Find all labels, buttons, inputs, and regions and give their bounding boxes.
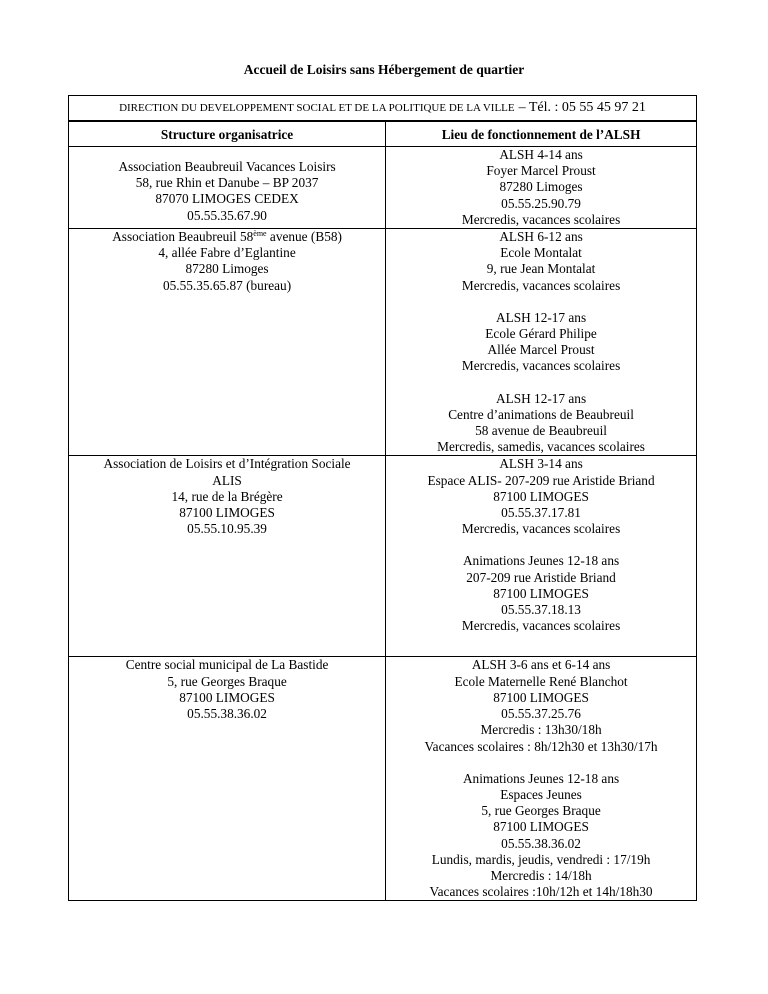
structure-line: 05.55.10.95.39 (187, 521, 267, 537)
lieu-line: Mercredis, samedis, vacances scolaires (437, 439, 645, 455)
lieu-line: 87100 LIMOGES (493, 689, 589, 705)
lieu-line: Mercredis, vacances scolaires (461, 618, 621, 634)
structure-line: 87100 LIMOGES (179, 689, 275, 705)
lieu-line: ALSH 4-14 ans (499, 147, 583, 162)
lieu-line: 87100 LIMOGES (493, 488, 589, 504)
structure-line: 4, allée Fabre d’Eglantine (158, 245, 296, 261)
lieu-line: Mercredis, vacances scolaires (461, 211, 621, 227)
lieu-line: Mercredis : 14/18h (490, 867, 592, 883)
page-title: Accueil de Loisirs sans Hébergement de quartier (243, 62, 525, 77)
lieu-cell (386, 147, 697, 229)
structure-cell (69, 657, 386, 901)
lieu-line: 87100 LIMOGES (493, 819, 589, 835)
structure-line: 05.55.38.36.02 (187, 706, 267, 722)
lieu-line: 87100 LIMOGES (493, 585, 589, 601)
lieu-line: Espaces Jeunes (500, 786, 582, 802)
structure-line: 05.55.35.67.90 (187, 207, 267, 223)
lieu-line: Lundis, mardis, jeudis, vendredi : 17/19h (431, 851, 651, 867)
lieu-cell (386, 456, 697, 657)
lieu-line: Mercredis, vacances scolaires (461, 521, 621, 537)
structure-cell (69, 229, 386, 456)
structure-line: 14, rue de la Brégère (171, 488, 283, 504)
lieu-line: 58 avenue de Beaubreuil (475, 423, 607, 439)
structure-cell (69, 456, 386, 657)
structure-line: 87280 Limoges (185, 261, 269, 277)
lieu-line: Centre d’animations de Beaubreuil (448, 406, 634, 422)
lieu-line: 87280 Limoges (499, 179, 583, 195)
table-header-row (69, 122, 697, 147)
lieu-line: ALSH 6-12 ans (499, 229, 583, 245)
direction-phone: – Tél. : 05 55 45 97 21 (518, 100, 646, 115)
lieu-cell (386, 229, 697, 456)
lieu-line: 05.55.37.17.81 (501, 505, 581, 521)
lieu-line: Animations Jeunes 12-18 ans (462, 553, 620, 569)
lieu-line: Mercredis : 13h30/18h (480, 722, 602, 738)
lieu-line: Espace ALIS- 207-209 rue Aristide Briand (427, 472, 655, 488)
lieu-line: Vacances scolaires :10h/12h et 14h/18h30 (429, 884, 653, 900)
lieu-line: Animations Jeunes 12-18 ans (462, 770, 620, 786)
alsh-table (68, 121, 697, 901)
lieu-line: Mercredis, vacances scolaires (461, 358, 621, 374)
lieu-line: Ecole Maternelle René Blanchot (454, 673, 628, 689)
lieu-line: ALSH 3-14 ans (499, 456, 583, 472)
structure-line: 87100 LIMOGES (179, 505, 275, 521)
lieu-cell (386, 657, 697, 901)
lieu-line: ALSH 12-17 ans (496, 309, 587, 325)
lieu-line: Vacances scolaires : 8h/12h30 et 13h30/17h (424, 738, 658, 754)
header-lieu: Lieu de fonctionnement de l’ALSH (386, 122, 697, 147)
lieu-line: 05.55.37.25.76 (501, 706, 581, 722)
lieu-line: 05.55.38.36.02 (501, 835, 581, 851)
lieu-line: 207-209 rue Aristide Briand (466, 569, 616, 585)
lieu-line: 05.55.25.90.79 (501, 195, 581, 211)
lieu-line: ALSH 12-17 ans (496, 390, 587, 406)
table-row (69, 657, 697, 901)
table-row (69, 147, 697, 229)
lieu-line: ALSH 3-6 ans et 6-14 ans (471, 657, 611, 673)
table-row (69, 229, 697, 456)
structure-line: ALIS (212, 472, 242, 488)
structure-line: 58, rue Rhin et Danube – BP 2037 (135, 175, 319, 191)
lieu-line: Ecole Montalat (500, 245, 582, 261)
table-row (69, 456, 697, 657)
structure-line: 05.55.35.65.87 (bureau) (162, 277, 292, 293)
structure-line: 87070 LIMOGES CEDEX (155, 191, 299, 207)
structure-line: 5, rue Georges Braque (167, 673, 287, 689)
lieu-line: Mercredis, vacances scolaires (461, 277, 621, 293)
lieu-line: 5, rue Georges Braque (481, 803, 601, 819)
lieu-line: Ecole Gérard Philipe (485, 326, 597, 342)
direction-label: DIRECTION DU DEVELOPPEMENT SOCIAL ET DE LA POLITIQUE DE LA VILLE (119, 102, 515, 114)
structure-cell (69, 147, 386, 229)
lieu-line: Allée Marcel Proust (487, 342, 595, 358)
lieu-line: Foyer Marcel Proust (486, 163, 596, 179)
structure-line: Association Beaubreuil Vacances Loisirs (118, 159, 336, 174)
direction-header (68, 95, 697, 121)
structure-line: Centre social municipal de La Bastide (125, 657, 329, 673)
lieu-line: 05.55.37.18.13 (501, 602, 581, 618)
structure-line: Association de Loisirs et d’Intégration Sociale (103, 456, 351, 472)
structure-name: Association Beaubreuil 58ème avenue (B58) (112, 229, 342, 245)
header-structure: Structure organisatrice (69, 122, 386, 147)
lieu-line: 9, rue Jean Montalat (486, 261, 596, 277)
